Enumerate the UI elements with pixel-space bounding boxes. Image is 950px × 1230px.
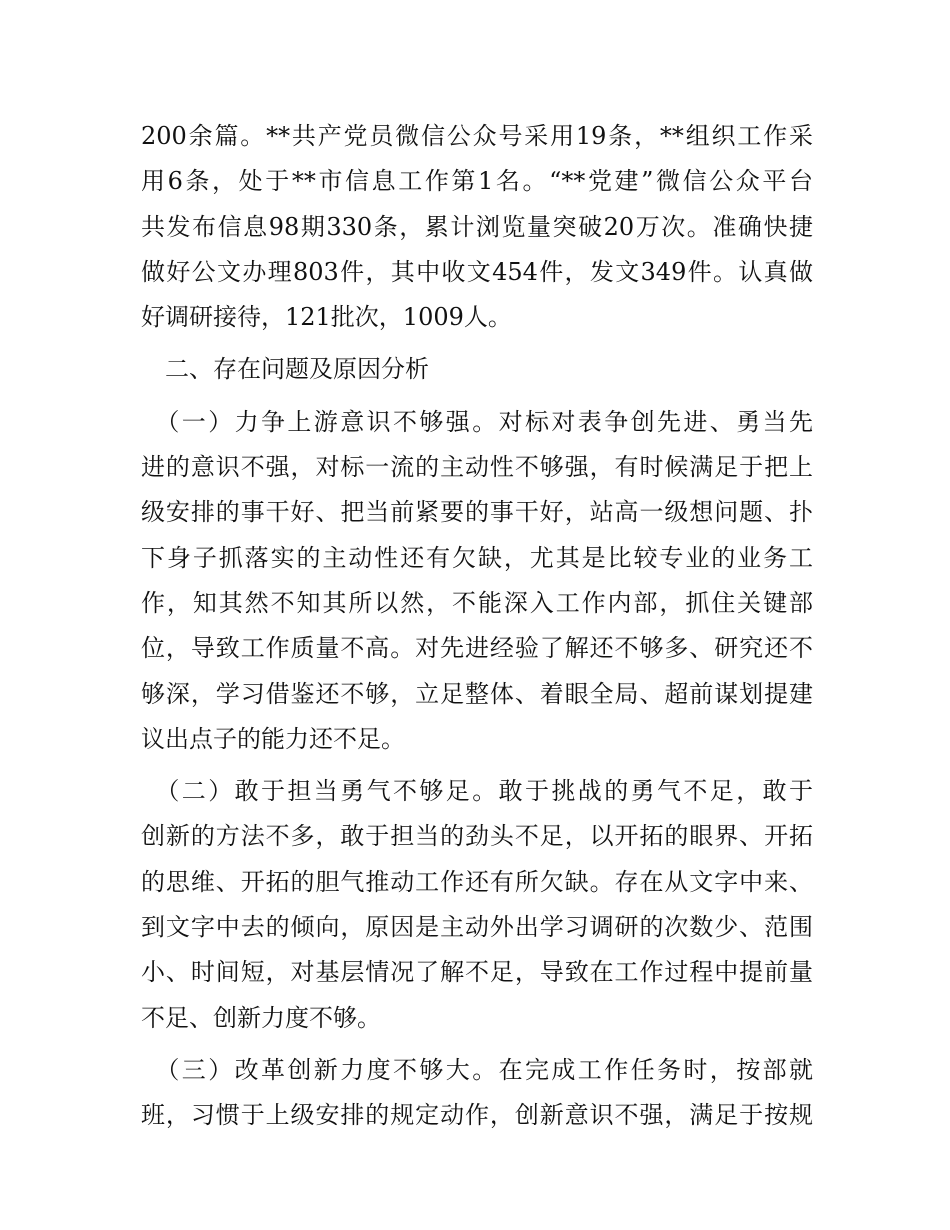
text-line: 议出点子的能力还不足。 xyxy=(141,724,405,753)
paragraph-issue-1 xyxy=(141,400,813,762)
text-line: （三）改革创新力度不够大。在完成工作任务时，按部就 xyxy=(141,1055,813,1084)
text-line: 位，导致工作质量不高。对先进经验了解还不够多、研究还不 xyxy=(141,634,813,663)
paragraph-intro-stats xyxy=(141,114,813,340)
text-line: 小、时间短，对基层情况了解不足，导致在工作过程中提前量 xyxy=(141,958,813,987)
text-line: 不足、创新力度不够。 xyxy=(141,1003,381,1032)
text-line: 下身子抓落实的主动性还有欠缺，尤其是比较专业的业务工 xyxy=(141,543,813,572)
text-line: 用6条，处于**市信息工作第1名。“**党建”微信公众平台 xyxy=(141,167,813,196)
text-line: 做好公文办理803件，其中收文454件，发文349件。认真做 xyxy=(141,257,813,286)
text-line: 的思维、开拓的胆气推动工作还有所欠缺。存在从文字中来、 xyxy=(141,867,813,896)
text-line: 创新的方法不多，敢于担当的劲头不足，以开拓的眼界、开拓 xyxy=(141,822,813,851)
text-line: 200余篇。**共产党员微信公众号采用19条，**组织工作采 xyxy=(141,122,813,150)
text-line: 作，知其然不知其所以然，不能深入工作内部，抓住关键部 xyxy=(141,588,813,617)
paragraph-issue-3 xyxy=(141,1048,813,1139)
text-line: （二）敢于担当勇气不够足。敢于挑战的勇气不足，敢于 xyxy=(141,777,813,806)
text-line: 班，习惯于上级安排的规定动作，创新意识不强，满足于按规 xyxy=(141,1101,813,1130)
section-heading xyxy=(141,347,813,392)
text-line: 够深，学习借鉴还不够，立足整体、着眼全局、超前谋划提建 xyxy=(141,679,813,708)
text-line: 到文字中去的倾向，原因是主动外出学习调研的次数少、范围 xyxy=(141,913,813,942)
text-line: 级安排的事干好、把当前紧要的事干好，站高一级想问题、扑 xyxy=(141,498,813,527)
document-body xyxy=(141,114,813,1139)
text-line: （一）力争上游意识不够强。对标对表争创先进、勇当先 xyxy=(141,407,813,436)
text-line: 好调研接待，121批次，1009人。 xyxy=(141,303,512,332)
text-line: 进的意识不强，对标一流的主动性不够强，有时候满足于把上 xyxy=(141,453,813,482)
text-line: 共发布信息98期330条，累计浏览量突破20万次。准确快捷 xyxy=(141,212,813,241)
paragraph-issue-2 xyxy=(141,769,813,1041)
heading-text: 二、存在问题及原因分析 xyxy=(141,355,429,384)
